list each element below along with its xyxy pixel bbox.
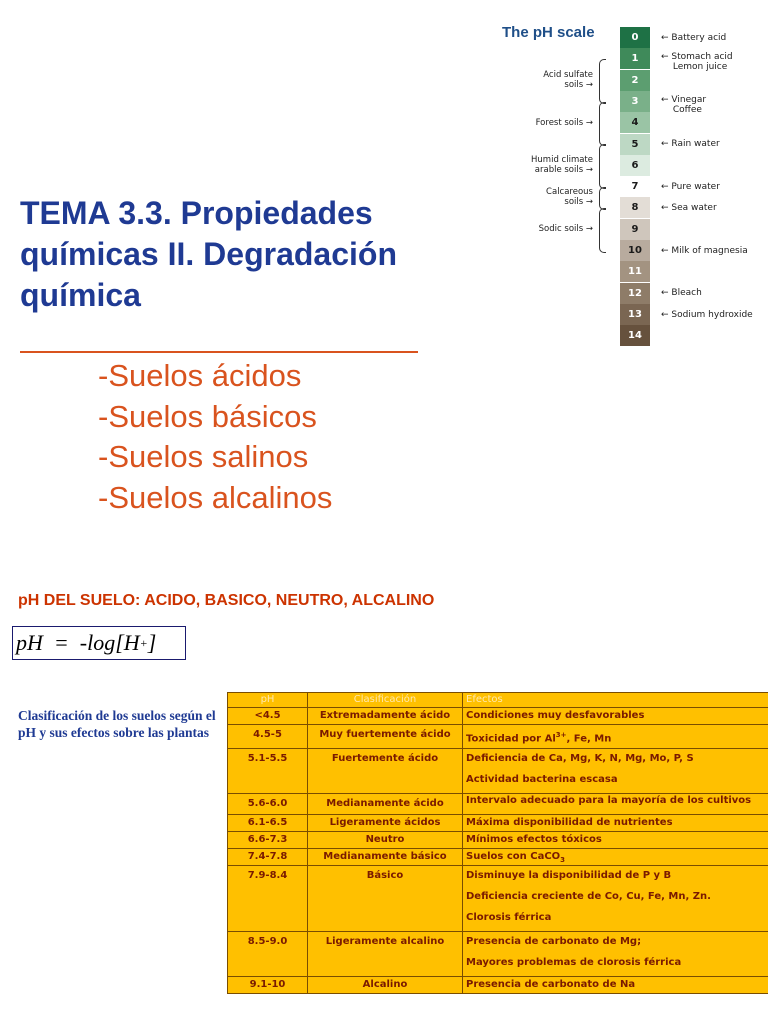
cell-clasificacion: Básico xyxy=(308,866,463,932)
ph-level-5: 5 xyxy=(620,134,650,155)
ph-level-14: 14 xyxy=(620,325,650,346)
cell-efectos xyxy=(463,866,768,932)
table-row xyxy=(228,794,768,815)
cell-clasificacion: Fuertemente ácido xyxy=(308,749,463,794)
substance-label: ← Bleach xyxy=(661,288,702,299)
cell-ph: 6.6-7.3 xyxy=(228,832,308,849)
cell-efectos xyxy=(463,832,768,849)
cell-efectos xyxy=(463,932,768,977)
efecto-text: Deficiencia de Ca, Mg, K, N, Mg, Mo, P, S xyxy=(466,753,694,764)
ph-level-7: 7 xyxy=(620,176,650,197)
title-line-2: químicas II. Degradación xyxy=(20,236,397,272)
cell-clasificacion: Medianamente básico xyxy=(308,849,463,866)
efecto-text: Clorosis férrica xyxy=(466,912,552,923)
formula-equals: = xyxy=(53,630,69,655)
cell-ph: 6.1-6.5 xyxy=(228,815,308,832)
ph-scale-title: The pH scale xyxy=(502,24,595,41)
soil-label: Acid sulfate soils → xyxy=(543,70,593,91)
table-row xyxy=(228,749,768,794)
ph-classification-table xyxy=(227,692,768,994)
efecto-text: Suelos con CaCO$_3$ xyxy=(466,851,566,864)
ph-formula xyxy=(12,626,186,660)
substance-label: ← Sea water xyxy=(661,203,717,214)
ph-level-8: 8 xyxy=(620,197,650,218)
cell-ph: 5.1-5.5 xyxy=(228,749,308,794)
ph-level-2: 2 xyxy=(620,70,650,91)
soil-label: Calcareous soils → xyxy=(546,187,593,208)
table-row xyxy=(228,932,768,977)
ph-level-9: 9 xyxy=(620,219,650,240)
header-ph: pH xyxy=(228,693,308,708)
substance-label: ← Pure water xyxy=(661,181,720,192)
cell-ph: 5.6-6.0 xyxy=(228,794,308,815)
soil-label: Humid climate arable soils → xyxy=(531,155,593,176)
table-row xyxy=(228,832,768,849)
efecto-text: Deficiencia creciente de Co, Cu, Fe, Mn, Zn. xyxy=(466,891,711,902)
ph-level-3: 3 xyxy=(620,91,650,112)
topic-list xyxy=(98,356,332,518)
cell-ph: 7.9-8.4 xyxy=(228,866,308,932)
substance-label: ← Stomach acid Lemon juice xyxy=(661,51,733,72)
substance-label: ← Rain water xyxy=(661,139,720,150)
cell-efectos xyxy=(463,977,768,994)
substance-label: ← Vinegar Coffee xyxy=(661,94,707,115)
substance-label: ← Sodium hydroxide xyxy=(661,309,753,320)
soil-range-brace xyxy=(599,59,606,104)
slide-title xyxy=(20,193,460,316)
ph-scale-figure xyxy=(498,18,763,352)
cell-clasificacion: Medianamente ácido xyxy=(308,794,463,815)
ph-level-12: 12 xyxy=(620,283,650,304)
cell-ph: <4.5 xyxy=(228,708,308,725)
cell-ph: 4.5-5 xyxy=(228,725,308,749)
topic-item: -Suelos básicos xyxy=(98,398,317,434)
soil-label: Forest soils → xyxy=(535,117,593,128)
title-underline xyxy=(20,351,418,353)
table-header-row xyxy=(228,693,768,708)
efecto-text: Intervalo adecuado para la mayoría de los cultivos xyxy=(466,795,752,806)
ph-level-10: 10 xyxy=(620,240,650,261)
efecto-text: Presencia de carbonato de Na xyxy=(466,979,636,990)
efecto-text: Condiciones muy desfavorables xyxy=(466,710,645,721)
efecto-text: Disminuye la disponibilidad de P y B xyxy=(466,870,672,881)
table-row xyxy=(228,866,768,932)
formula-rhs-prefix: -log[H xyxy=(79,630,140,655)
table-row xyxy=(228,849,768,866)
table-row xyxy=(228,708,768,725)
ph-level-1: 1 xyxy=(620,48,650,69)
ph-level-11: 11 xyxy=(620,261,650,282)
efecto-text: Presencia de carbonato de Mg; xyxy=(466,936,642,947)
efecto-text: Toxicidad por $Al^{3+}$, Fe, Mn xyxy=(466,731,612,745)
title-line-1: TEMA 3.3. Propiedades xyxy=(20,195,373,231)
cell-ph: 9.1-10 xyxy=(228,977,308,994)
table-caption: Clasificación de los suelos según el pH y sus efectos sobre las plantas xyxy=(18,708,216,740)
formula-rhs-suffix: ] xyxy=(147,630,157,655)
header-efectos: Efectos xyxy=(463,693,768,708)
header-clasificacion: Clasificación xyxy=(308,693,463,708)
cell-clasificacion: Alcalino xyxy=(308,977,463,994)
cell-efectos xyxy=(463,749,768,794)
soil-range-brace xyxy=(599,102,606,147)
table-row xyxy=(228,977,768,994)
substance-label: ← Battery acid xyxy=(661,32,727,43)
substance-label: ← Milk of magnesia xyxy=(661,245,748,256)
ph-level-6: 6 xyxy=(620,155,650,176)
efecto-text: Máxima disponibilidad de nutrientes xyxy=(466,817,673,828)
topic-item: -Suelos salinos xyxy=(98,439,309,474)
cell-clasificacion: Ligeramente ácidos xyxy=(308,815,463,832)
cell-clasificacion: Muy fuertemente ácido xyxy=(308,725,463,749)
table-row xyxy=(228,815,768,832)
cell-efectos xyxy=(463,849,768,866)
formula-lhs: pH xyxy=(16,630,43,655)
cell-efectos xyxy=(463,815,768,832)
efecto-text: Mayores problemas de clorosis férrica xyxy=(466,957,682,968)
ph-level-0: 0 xyxy=(620,27,650,48)
table-row xyxy=(228,725,768,749)
topic-item: -Suelos ácidos xyxy=(98,358,302,393)
title-line-3: química xyxy=(20,277,141,313)
soil-range-brace xyxy=(599,187,606,210)
cell-clasificacion: Neutro xyxy=(308,832,463,849)
cell-clasificacion: Ligeramente alcalino xyxy=(308,932,463,977)
formula-superscript: + xyxy=(139,635,148,650)
cell-efectos xyxy=(463,708,768,725)
cell-efectos xyxy=(463,794,768,815)
ph-level-4: 4 xyxy=(620,112,650,133)
efecto-text: Mínimos efectos tóxicos xyxy=(466,834,602,845)
soil-range-brace xyxy=(599,208,606,253)
section-heading: pH DEL SUELO: ACIDO, BASICO, NEUTRO, ALCALINO xyxy=(18,592,435,609)
cell-efectos xyxy=(463,725,768,749)
soil-range-brace xyxy=(599,144,606,189)
cell-ph: 7.4-7.8 xyxy=(228,849,308,866)
efecto-text: Actividad bacterina escasa xyxy=(466,774,618,785)
soil-label: Sodic soils → xyxy=(538,224,593,235)
ph-level-13: 13 xyxy=(620,304,650,325)
topic-item: -Suelos alcalinos xyxy=(98,479,333,515)
cell-ph: 8.5-9.0 xyxy=(228,932,308,977)
cell-clasificacion: Extremadamente ácido xyxy=(308,708,463,725)
